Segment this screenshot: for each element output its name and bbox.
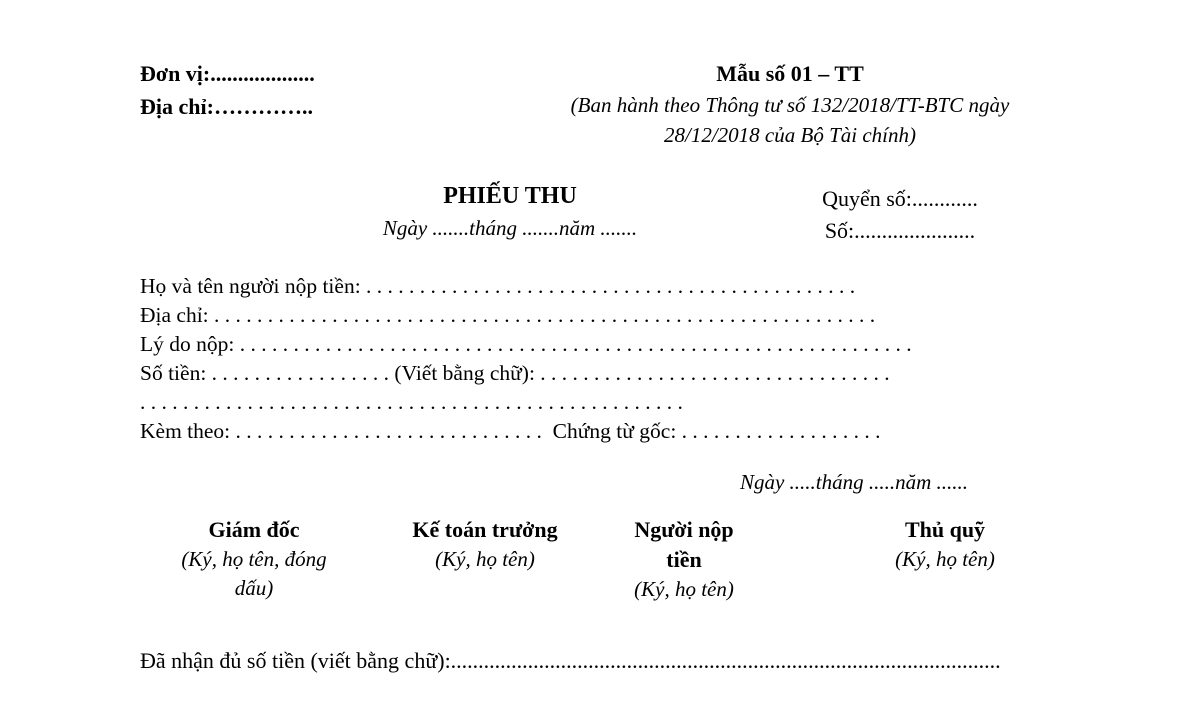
signature-note-payer: (Ký, họ tên) [634, 577, 734, 601]
signature-note-chief-accountant: (Ký, họ tên) [435, 547, 535, 571]
title-block [310, 180, 710, 244]
unit-address-line: Địa chỉ:………….. [140, 94, 313, 119]
document-title: PHIẾU THU [443, 183, 577, 209]
signature-title-director: Giám đốc [208, 517, 300, 542]
book-number-line: Quyển số:............ [822, 186, 978, 211]
form-number: Mẫu số 01 – TT [716, 61, 864, 86]
numbers-block [800, 183, 1000, 247]
header-unit-block [140, 57, 315, 123]
amount-continuation-line: . . . . . . . . . . . . . . . . . . . . . . . . . . . . . . . . . . . . . . . . . . . . . . . . . . . [140, 390, 683, 414]
signature-date-line: Ngày .....tháng .....năm ...... [739, 470, 969, 494]
unit-line: Đơn vị:................... [140, 61, 315, 86]
issued-line-1: (Ban hành theo Thông tư số 132/2018/TT-BTC ngày [570, 93, 1010, 117]
issued-line-2: 28/12/2018 của Bộ Tài chính) [664, 123, 916, 147]
signature-title-chief-accountant: Kế toán trưởng [412, 517, 558, 542]
title-date-line: Ngày .......tháng .......năm ....... [382, 216, 638, 240]
signature-column-director [164, 515, 344, 603]
signature-column-payer [619, 515, 749, 604]
payment-reason-line: Lý do nộp: . . . . . . . . . . . . . . . . . . . . . . . . . . . . . . . . . . . . . . . . . . . . . . . . . . . . . . . . . . . . . . . [140, 332, 912, 356]
payer-address-line: Địa chỉ: . . . . . . . . . . . . . . . . . . . . . . . . . . . . . . . . . . . . . . . . . . . . . . . . . . . . . . . . . . . . . . [140, 303, 876, 327]
signature-column-chief-accountant [385, 515, 585, 574]
receipt-number-line: Số:...................... [824, 218, 976, 243]
payer-name-line: Họ và tên người nộp tiền: . . . . . . . . . . . . . . . . . . . . . . . . . . . . . . . . . . . . . . . . . . . . . . [140, 274, 856, 298]
signature-note-cashier: (Ký, họ tên) [895, 547, 995, 571]
attachment-line: Kèm theo: . . . . . . . . . . . . . . . . . . . . . . . . . . . . . Chứng từ gốc: . . . . . . . . . . . . . . . . . . . [140, 419, 881, 443]
form-body [140, 272, 1040, 446]
signature-column-cashier [845, 515, 1045, 574]
header-form-block [505, 58, 1075, 150]
amount-line: Số tiền: . . . . . . . . . . . . . . . . . (Viết bằng chữ): . . . . . . . . . . . . . . . . . . . . . . . . . . . . . . . . . [140, 361, 890, 385]
signature-title-payer: Người nộp tiền [634, 517, 734, 572]
received-amount-line: Đã nhận đủ số tiền (viết bằng chữ):.................................................................................................... [140, 648, 1001, 673]
signature-title-cashier: Thủ quỹ [904, 517, 986, 542]
signature-note-director: (Ký, họ tên, đóng dấu) [181, 547, 327, 600]
